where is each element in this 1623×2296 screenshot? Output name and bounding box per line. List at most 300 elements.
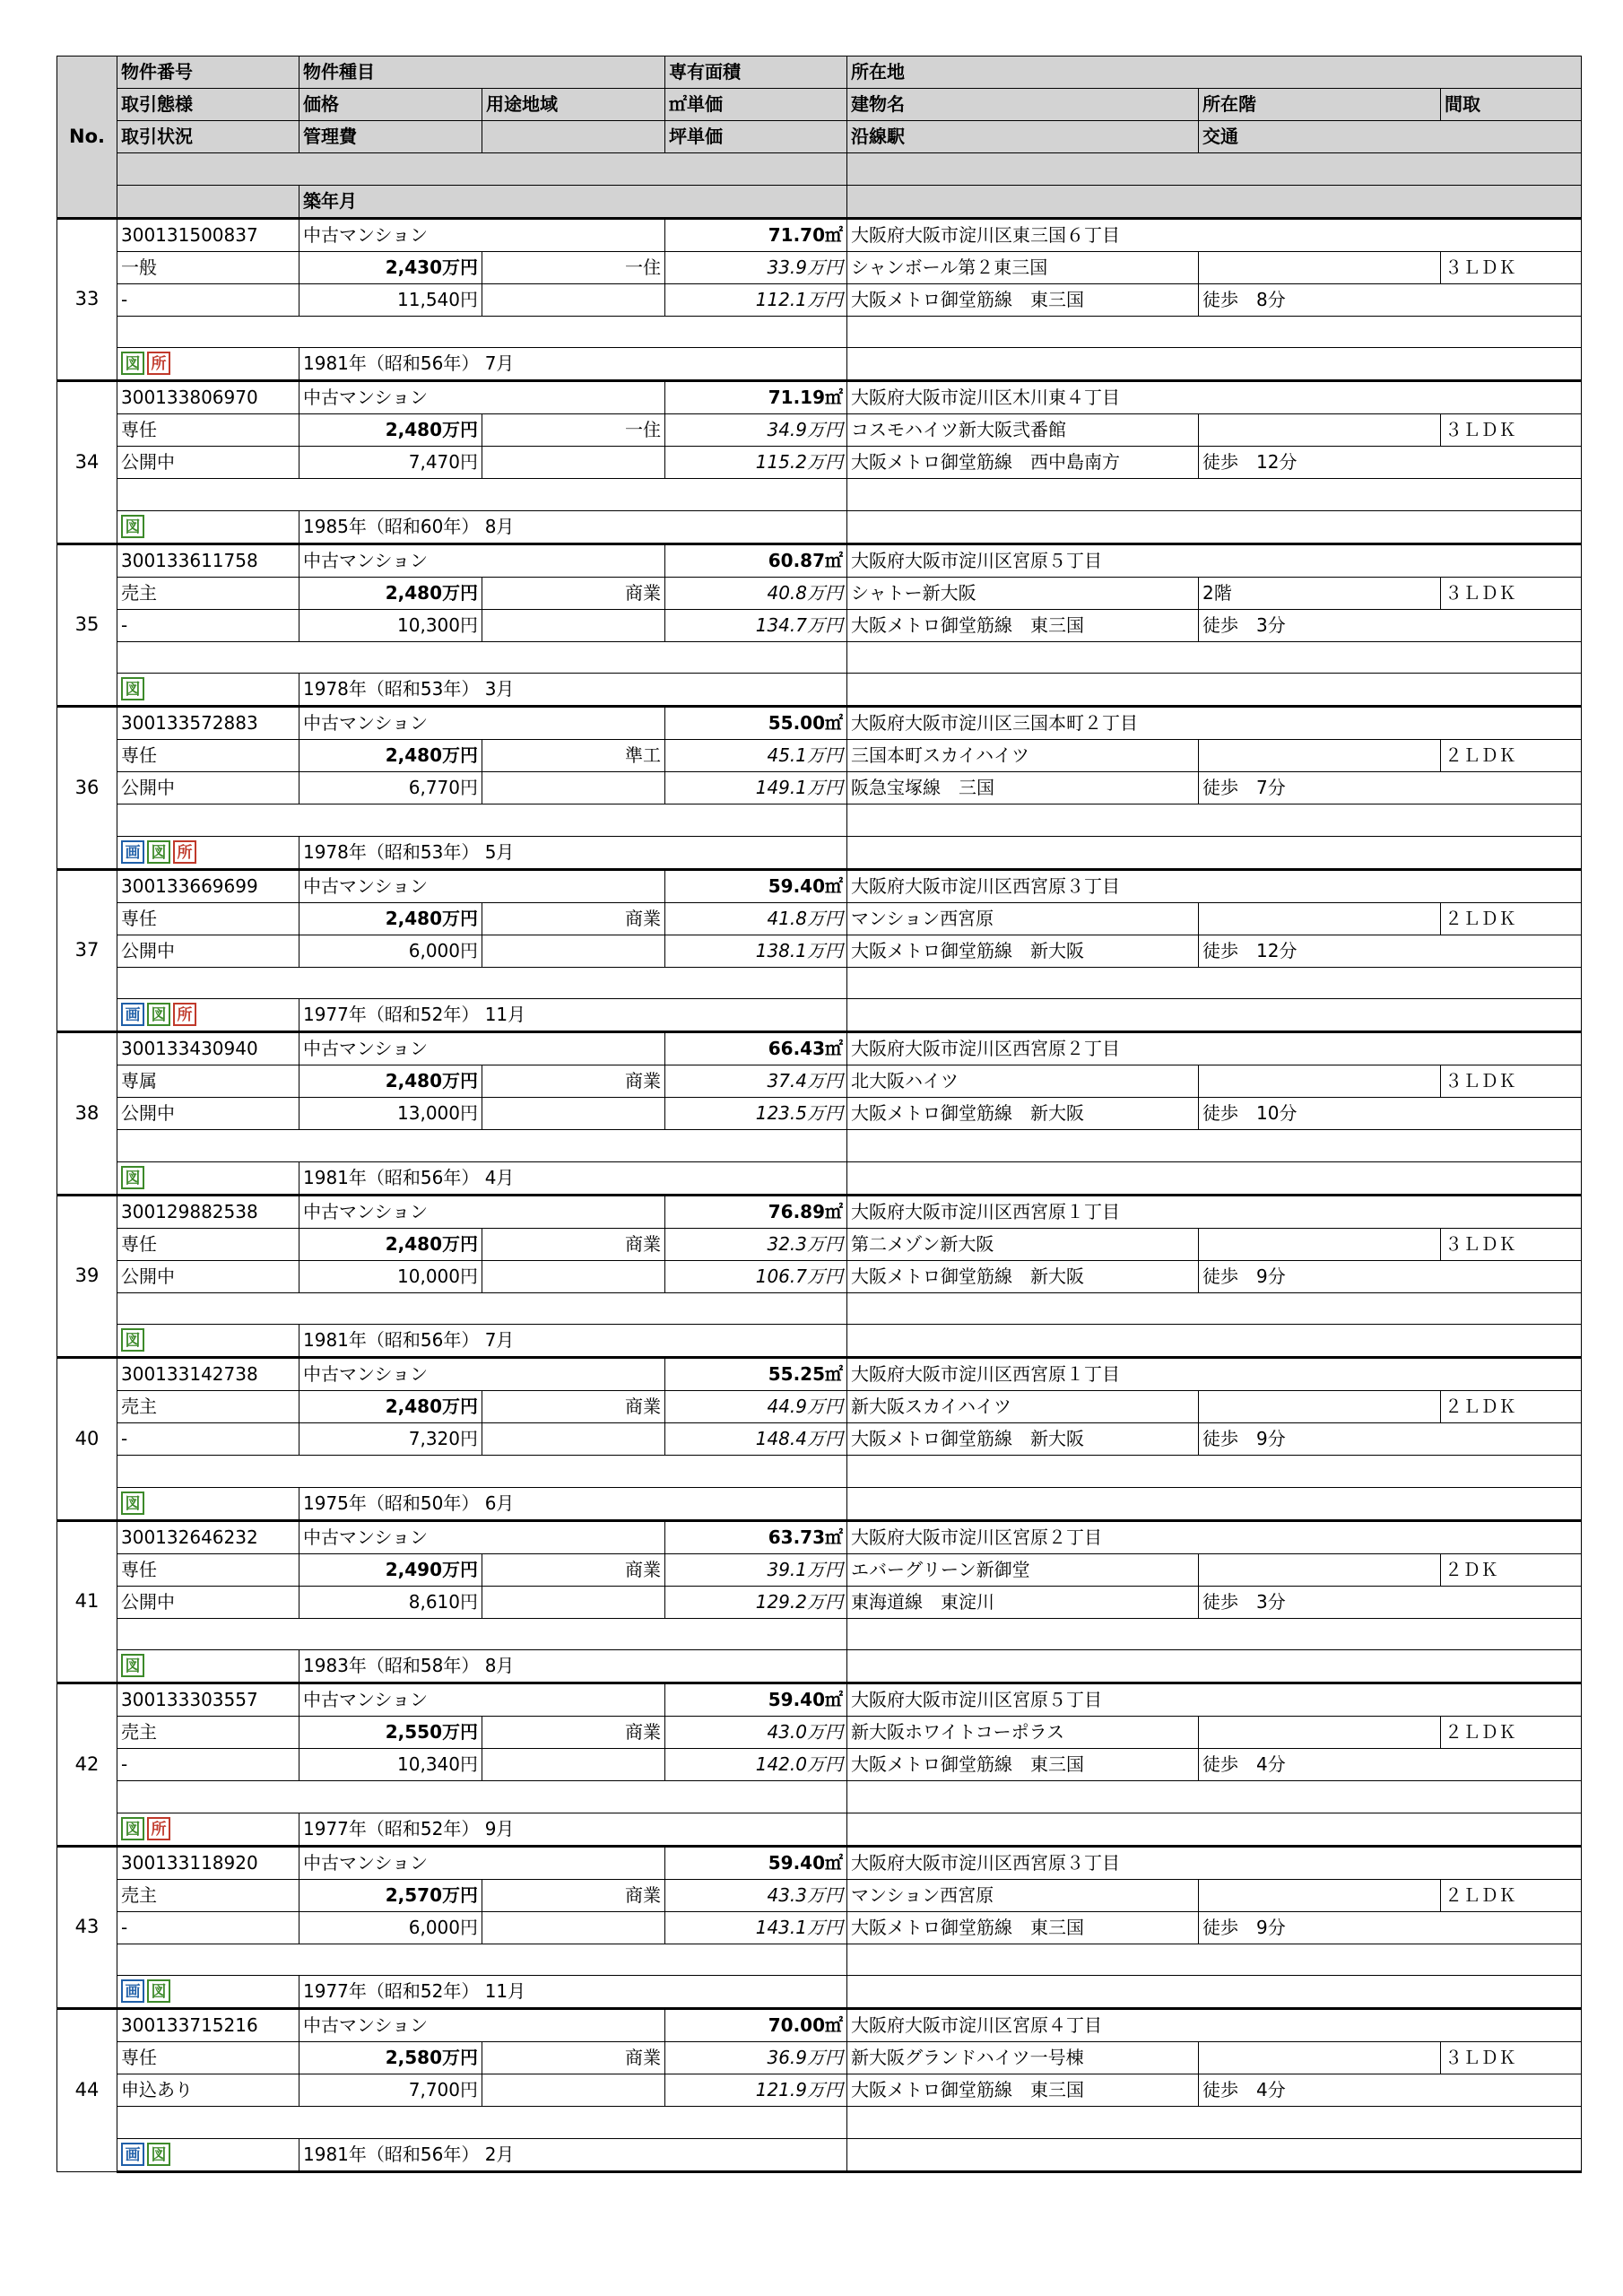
property-listing-table [56, 56, 1582, 2173]
photo-badge-icon[interactable]: 画 [121, 2143, 144, 2166]
listing-row [57, 510, 1582, 544]
address: 大阪府大阪市淀川区宮原５丁目 [847, 1683, 1582, 1717]
status: 公開中 [117, 1260, 299, 1292]
building-name: 新大阪スカイハイツ [847, 1391, 1199, 1423]
blank-row [847, 1618, 1582, 1650]
blank-cell [482, 1586, 665, 1618]
price: 2,480万円 [299, 902, 482, 935]
header-blank-row [847, 153, 1582, 186]
header-property-id: 物件番号 [117, 57, 299, 89]
blank-row [847, 967, 1582, 999]
listing-row [57, 641, 1582, 674]
property-id: 300133118920 [117, 1846, 299, 1879]
header-address: 所在地 [847, 57, 1582, 89]
listing-row [57, 479, 1582, 511]
property-id: 300133669699 [117, 869, 299, 902]
built-date: 1977年（昭和52年） 11月 [299, 999, 847, 1032]
sqm-price: 43.0万円 [665, 1717, 847, 1749]
floor [1199, 1228, 1441, 1260]
header-property-kind: 物件種目 [299, 57, 665, 89]
blank-cell [847, 674, 1582, 707]
management-fee: 7,470円 [299, 447, 482, 479]
listing-row [57, 2074, 1582, 2107]
access: 徒歩 4分 [1199, 1749, 1582, 1781]
blank-row [847, 316, 1582, 348]
blank-cell [847, 1325, 1582, 1358]
deal-type: 専任 [117, 414, 299, 447]
deal-type: 専任 [117, 2042, 299, 2074]
floorplan-badge-icon[interactable]: 図 [147, 840, 170, 864]
listing-no: 42 [57, 1683, 117, 1847]
header-deal-type: 取引態様 [117, 89, 299, 121]
floor [1199, 1391, 1441, 1423]
management-fee: 11,540円 [299, 283, 482, 316]
tsubo-price: 123.5万円 [665, 1098, 847, 1130]
property-kind: 中古マンション [299, 544, 665, 577]
listing-row [57, 1391, 1582, 1423]
floor [1199, 740, 1441, 772]
price: 2,550万円 [299, 1717, 482, 1749]
zone: 商業 [482, 2042, 665, 2074]
badge-cell [117, 1650, 299, 1683]
blank-row [847, 2107, 1582, 2139]
listing-row [57, 1032, 1582, 1065]
listing-row [57, 804, 1582, 837]
area: 63.73㎡ [665, 1520, 847, 1553]
badge-group [121, 1817, 170, 1840]
badge-group [121, 840, 196, 864]
listing-row [57, 1650, 1582, 1683]
listing-row [57, 902, 1582, 935]
floorplan-badge-icon[interactable]: 図 [121, 1166, 144, 1189]
management-fee: 6,000円 [299, 1911, 482, 1944]
property-id: 300133572883 [117, 707, 299, 740]
header-station: 沿線駅 [847, 121, 1199, 153]
listing-no: 43 [57, 1846, 117, 2009]
blank-row [847, 479, 1582, 511]
badge-group [121, 2143, 170, 2166]
status: 公開中 [117, 772, 299, 804]
blank-cell [482, 1260, 665, 1292]
price: 2,480万円 [299, 414, 482, 447]
floorplan-badge-icon[interactable]: 図 [121, 677, 144, 700]
badge-group [121, 677, 144, 700]
blank-row [117, 1292, 847, 1325]
zone: 商業 [482, 1228, 665, 1260]
floor [1199, 414, 1441, 447]
built-date: 1977年（昭和52年） 9月 [299, 1813, 847, 1846]
header-area: 専有面積 [665, 57, 847, 89]
station: 大阪メトロ御堂筋線 新大阪 [847, 1260, 1199, 1292]
header-no: No. [57, 57, 117, 219]
building-name: マンション西宮原 [847, 902, 1199, 935]
badge-cell [117, 999, 299, 1032]
layout: ３ＬＤＫ [1441, 414, 1582, 447]
listing-row [57, 1781, 1582, 1813]
status: 公開中 [117, 1586, 299, 1618]
area: 55.25㎡ [665, 1358, 847, 1391]
blank-cell [847, 2138, 1582, 2171]
deal-type: 専任 [117, 1228, 299, 1260]
management-fee: 10,000円 [299, 1260, 482, 1292]
blank-row [847, 641, 1582, 674]
access: 徒歩 9分 [1199, 1911, 1582, 1944]
tsubo-price: 143.1万円 [665, 1911, 847, 1944]
station: 東海道線 東淀川 [847, 1586, 1199, 1618]
zone: 準工 [482, 740, 665, 772]
blank-cell [482, 609, 665, 641]
tsubo-price: 134.7万円 [665, 609, 847, 641]
address: 大阪府大阪市淀川区西宮原１丁目 [847, 1195, 1582, 1228]
listing-row [57, 1749, 1582, 1781]
location-badge-icon[interactable]: 所 [147, 352, 170, 375]
listing-row [57, 999, 1582, 1032]
building-name: 北大阪ハイツ [847, 1065, 1199, 1098]
building-name: コスモハイツ新大阪弐番館 [847, 414, 1199, 447]
price: 2,430万円 [299, 251, 482, 283]
address: 大阪府大阪市淀川区宮原５丁目 [847, 544, 1582, 577]
zone: 商業 [482, 577, 665, 609]
sqm-price: 33.9万円 [665, 251, 847, 283]
floorplan-badge-icon[interactable]: 図 [147, 1003, 170, 1026]
property-id: 300133303557 [117, 1683, 299, 1717]
blank-row [117, 1944, 847, 1976]
layout: ２ＬＤＫ [1441, 902, 1582, 935]
property-kind: 中古マンション [299, 1195, 665, 1228]
area: 59.40㎡ [665, 1683, 847, 1717]
deal-type: 売主 [117, 577, 299, 609]
photo-badge-icon[interactable]: 画 [121, 840, 144, 864]
listing-row [57, 1976, 1582, 2009]
floorplan-badge-icon[interactable]: 図 [121, 515, 144, 538]
table-header [57, 57, 1582, 219]
built-date: 1977年（昭和52年） 11月 [299, 1976, 847, 2009]
management-fee: 7,700円 [299, 2074, 482, 2107]
listing-body [57, 218, 1582, 2171]
deal-type: 専任 [117, 740, 299, 772]
sqm-price: 44.9万円 [665, 1391, 847, 1423]
sqm-price: 37.4万円 [665, 1065, 847, 1098]
header-zone: 用途地域 [482, 89, 665, 121]
sqm-price: 39.1万円 [665, 1553, 847, 1586]
listing-row [57, 251, 1582, 283]
location-badge-icon[interactable]: 所 [173, 840, 196, 864]
deal-type: 専任 [117, 902, 299, 935]
property-kind: 中古マンション [299, 381, 665, 414]
layout: ２ＬＤＫ [1441, 740, 1582, 772]
header-price: 価格 [299, 89, 482, 121]
property-kind: 中古マンション [299, 1520, 665, 1553]
floor: 2階 [1199, 577, 1441, 609]
listing-row [57, 1879, 1582, 1911]
access: 徒歩 4分 [1199, 2074, 1582, 2107]
property-id: 300133430940 [117, 1032, 299, 1065]
price: 2,480万円 [299, 740, 482, 772]
floor [1199, 1717, 1441, 1749]
listing-row [57, 869, 1582, 902]
address: 大阪府大阪市淀川区木川東４丁目 [847, 381, 1582, 414]
zone: 商業 [482, 1553, 665, 1586]
property-kind: 中古マンション [299, 218, 665, 251]
listing-row [57, 316, 1582, 348]
building-name: エバーグリーン新御堂 [847, 1553, 1199, 1586]
listing-no: 39 [57, 1195, 117, 1358]
property-id: 300132646232 [117, 1520, 299, 1553]
status: 申込あり [117, 2074, 299, 2107]
address: 大阪府大阪市淀川区西宮原３丁目 [847, 869, 1582, 902]
blank-row [847, 1944, 1582, 1976]
listing-no: 41 [57, 1520, 117, 1683]
address: 大阪府大阪市淀川区西宮原１丁目 [847, 1358, 1582, 1391]
blank-cell [482, 1423, 665, 1456]
blank-cell [847, 999, 1582, 1032]
area: 59.40㎡ [665, 869, 847, 902]
built-date: 1981年（昭和56年） 7月 [299, 1325, 847, 1358]
badge-cell [117, 674, 299, 707]
listing-row [57, 1228, 1582, 1260]
tsubo-price: 149.1万円 [665, 772, 847, 804]
listing-row [57, 544, 1582, 577]
station: 大阪メトロ御堂筋線 東三国 [847, 609, 1199, 641]
layout: ３ＬＤＫ [1441, 2042, 1582, 2074]
price: 2,480万円 [299, 1391, 482, 1423]
listing-row [57, 772, 1582, 804]
built-date: 1975年（昭和50年） 6月 [299, 1487, 847, 1520]
management-fee: 7,320円 [299, 1423, 482, 1456]
tsubo-price: 106.7万円 [665, 1260, 847, 1292]
listing-row [57, 1911, 1582, 1944]
station: 阪急宝塚線 三国 [847, 772, 1199, 804]
access: 徒歩 3分 [1199, 609, 1582, 641]
badge-group [121, 352, 170, 375]
sqm-price: 43.3万円 [665, 1879, 847, 1911]
header-building: 建物名 [847, 89, 1199, 121]
floor [1199, 1553, 1441, 1586]
access: 徒歩 12分 [1199, 447, 1582, 479]
access: 徒歩 9分 [1199, 1423, 1582, 1456]
price: 2,490万円 [299, 1553, 482, 1586]
price: 2,480万円 [299, 1228, 482, 1260]
area: 66.43㎡ [665, 1032, 847, 1065]
deal-type: 売主 [117, 1717, 299, 1749]
blank-cell [482, 1749, 665, 1781]
badge-group [121, 1328, 144, 1352]
header-fee: 管理費 [299, 121, 482, 153]
listing-no: 35 [57, 544, 117, 707]
listing-row [57, 740, 1582, 772]
layout: ３ＬＤＫ [1441, 1228, 1582, 1260]
price: 2,480万円 [299, 1065, 482, 1098]
blank-cell [847, 1813, 1582, 1846]
built-date: 1985年（昭和60年） 8月 [299, 510, 847, 544]
blank-row [117, 1781, 847, 1813]
listing-row [57, 1423, 1582, 1456]
listing-row [57, 1130, 1582, 1162]
station: 大阪メトロ御堂筋線 東三国 [847, 283, 1199, 316]
listing-row [57, 967, 1582, 999]
address: 大阪府大阪市淀川区西宮原３丁目 [847, 1846, 1582, 1879]
badge-group [121, 1979, 170, 2003]
listing-no: 40 [57, 1358, 117, 1521]
zone: 商業 [482, 1717, 665, 1749]
access: 徒歩 10分 [1199, 1098, 1582, 1130]
listing-row [57, 1487, 1582, 1520]
zone: 商業 [482, 1879, 665, 1911]
blank-row [847, 1130, 1582, 1162]
deal-type: 専属 [117, 1065, 299, 1098]
blank-cell [847, 1487, 1582, 1520]
status: - [117, 1749, 299, 1781]
location-badge-icon[interactable]: 所 [173, 1003, 196, 1026]
listing-row [57, 1717, 1582, 1749]
listing-row [57, 1292, 1582, 1325]
area: 55.00㎡ [665, 707, 847, 740]
listing-row [57, 609, 1582, 641]
tsubo-price: 142.0万円 [665, 1749, 847, 1781]
layout: ３ＬＤＫ [1441, 251, 1582, 283]
management-fee: 10,300円 [299, 609, 482, 641]
header-floor: 所在階 [1199, 89, 1441, 121]
listing-no: 44 [57, 2009, 117, 2172]
price: 2,570万円 [299, 1879, 482, 1911]
deal-type: 売主 [117, 1391, 299, 1423]
badge-cell [117, 1487, 299, 1520]
listing-row [57, 447, 1582, 479]
status: - [117, 283, 299, 316]
header-layout: 間取 [1441, 89, 1582, 121]
built-date: 1978年（昭和53年） 5月 [299, 836, 847, 869]
building-name: 新大阪グランドハイツ一号棟 [847, 2042, 1199, 2074]
floorplan-badge-icon[interactable]: 図 [121, 352, 144, 375]
listing-row [57, 707, 1582, 740]
header-access: 交通 [1199, 121, 1582, 153]
blank-row [117, 2107, 847, 2139]
property-kind: 中古マンション [299, 2009, 665, 2042]
header-built: 築年月 [299, 185, 847, 218]
property-id: 300131500837 [117, 218, 299, 251]
building-name: マンション西宮原 [847, 1879, 1199, 1911]
built-date: 1981年（昭和56年） 2月 [299, 2138, 847, 2171]
station: 大阪メトロ御堂筋線 東三国 [847, 1911, 1199, 1944]
floorplan-badge-icon[interactable]: 図 [147, 2143, 170, 2166]
listing-row [57, 1944, 1582, 1976]
location-badge-icon[interactable]: 所 [147, 1817, 170, 1840]
sqm-price: 40.8万円 [665, 577, 847, 609]
badge-cell [117, 836, 299, 869]
sqm-price: 45.1万円 [665, 740, 847, 772]
listing-row [57, 1813, 1582, 1846]
floor [1199, 2042, 1441, 2074]
photo-badge-icon[interactable]: 画 [121, 1979, 144, 2003]
floorplan-badge-icon[interactable]: 図 [121, 1492, 144, 1515]
blank-row [117, 804, 847, 837]
deal-type: 専任 [117, 1553, 299, 1586]
management-fee: 10,340円 [299, 1749, 482, 1781]
area: 71.19㎡ [665, 381, 847, 414]
access: 徒歩 3分 [1199, 1586, 1582, 1618]
property-kind: 中古マンション [299, 1683, 665, 1717]
badge-cell [117, 2138, 299, 2171]
built-date: 1981年（昭和56年） 4月 [299, 1161, 847, 1195]
floorplan-badge-icon[interactable]: 図 [121, 1654, 144, 1677]
layout: ２ＬＤＫ [1441, 1717, 1582, 1749]
building-name: 新大阪ホワイトコーポラス [847, 1717, 1199, 1749]
listing-row [57, 2009, 1582, 2042]
property-kind: 中古マンション [299, 1358, 665, 1391]
listing-row [57, 1456, 1582, 1488]
station: 大阪メトロ御堂筋線 西中島南方 [847, 447, 1199, 479]
tsubo-price: 138.1万円 [665, 935, 847, 967]
blank-row [117, 316, 847, 348]
listing-row [57, 935, 1582, 967]
layout: ３ＬＤＫ [1441, 1065, 1582, 1098]
blank-row [847, 1781, 1582, 1813]
access: 徒歩 7分 [1199, 772, 1582, 804]
blank-row [117, 641, 847, 674]
listing-row [57, 1618, 1582, 1650]
listing-no: 33 [57, 218, 117, 381]
listing-row [57, 1586, 1582, 1618]
zone: 商業 [482, 1065, 665, 1098]
price: 2,580万円 [299, 2042, 482, 2074]
blank-row [117, 1456, 847, 1488]
floorplan-badge-icon[interactable]: 図 [147, 1979, 170, 2003]
badge-cell [117, 1976, 299, 2009]
building-name: シャトー新大阪 [847, 577, 1199, 609]
station: 大阪メトロ御堂筋線 新大阪 [847, 1423, 1199, 1456]
floorplan-badge-icon[interactable]: 図 [121, 1328, 144, 1352]
header-blank [847, 185, 1582, 218]
tsubo-price: 129.2万円 [665, 1586, 847, 1618]
floor [1199, 1879, 1441, 1911]
blank-row [117, 479, 847, 511]
blank-cell [482, 2074, 665, 2107]
tsubo-price: 115.2万円 [665, 447, 847, 479]
address: 大阪府大阪市淀川区東三国６丁目 [847, 218, 1582, 251]
access: 徒歩 8分 [1199, 283, 1582, 316]
blank-row [117, 1618, 847, 1650]
blank-cell [482, 1098, 665, 1130]
access: 徒歩 9分 [1199, 1260, 1582, 1292]
blank-row [847, 1456, 1582, 1488]
sqm-price: 32.3万円 [665, 1228, 847, 1260]
listing-row [57, 1553, 1582, 1586]
floorplan-badge-icon[interactable]: 図 [121, 1817, 144, 1840]
blank-cell [847, 510, 1582, 544]
listing-row [57, 381, 1582, 414]
built-date: 1978年（昭和53年） 3月 [299, 674, 847, 707]
station: 大阪メトロ御堂筋線 東三国 [847, 2074, 1199, 2107]
blank-cell [847, 348, 1582, 381]
listing-row [57, 577, 1582, 609]
listing-row [57, 836, 1582, 869]
listing-row [57, 1683, 1582, 1717]
badge-group [121, 1003, 196, 1026]
blank-row [117, 967, 847, 999]
area: 70.00㎡ [665, 2009, 847, 2042]
property-id: 300129882538 [117, 1195, 299, 1228]
listing-no: 37 [57, 869, 117, 1032]
sqm-price: 41.8万円 [665, 902, 847, 935]
zone: 商業 [482, 1391, 665, 1423]
photo-badge-icon[interactable]: 画 [121, 1003, 144, 1026]
badge-cell [117, 1161, 299, 1195]
listing-row [57, 1161, 1582, 1195]
built-date: 1981年（昭和56年） 7月 [299, 348, 847, 381]
station: 大阪メトロ御堂筋線 新大阪 [847, 1098, 1199, 1130]
blank-cell [482, 283, 665, 316]
layout: ２ＬＤＫ [1441, 1391, 1582, 1423]
